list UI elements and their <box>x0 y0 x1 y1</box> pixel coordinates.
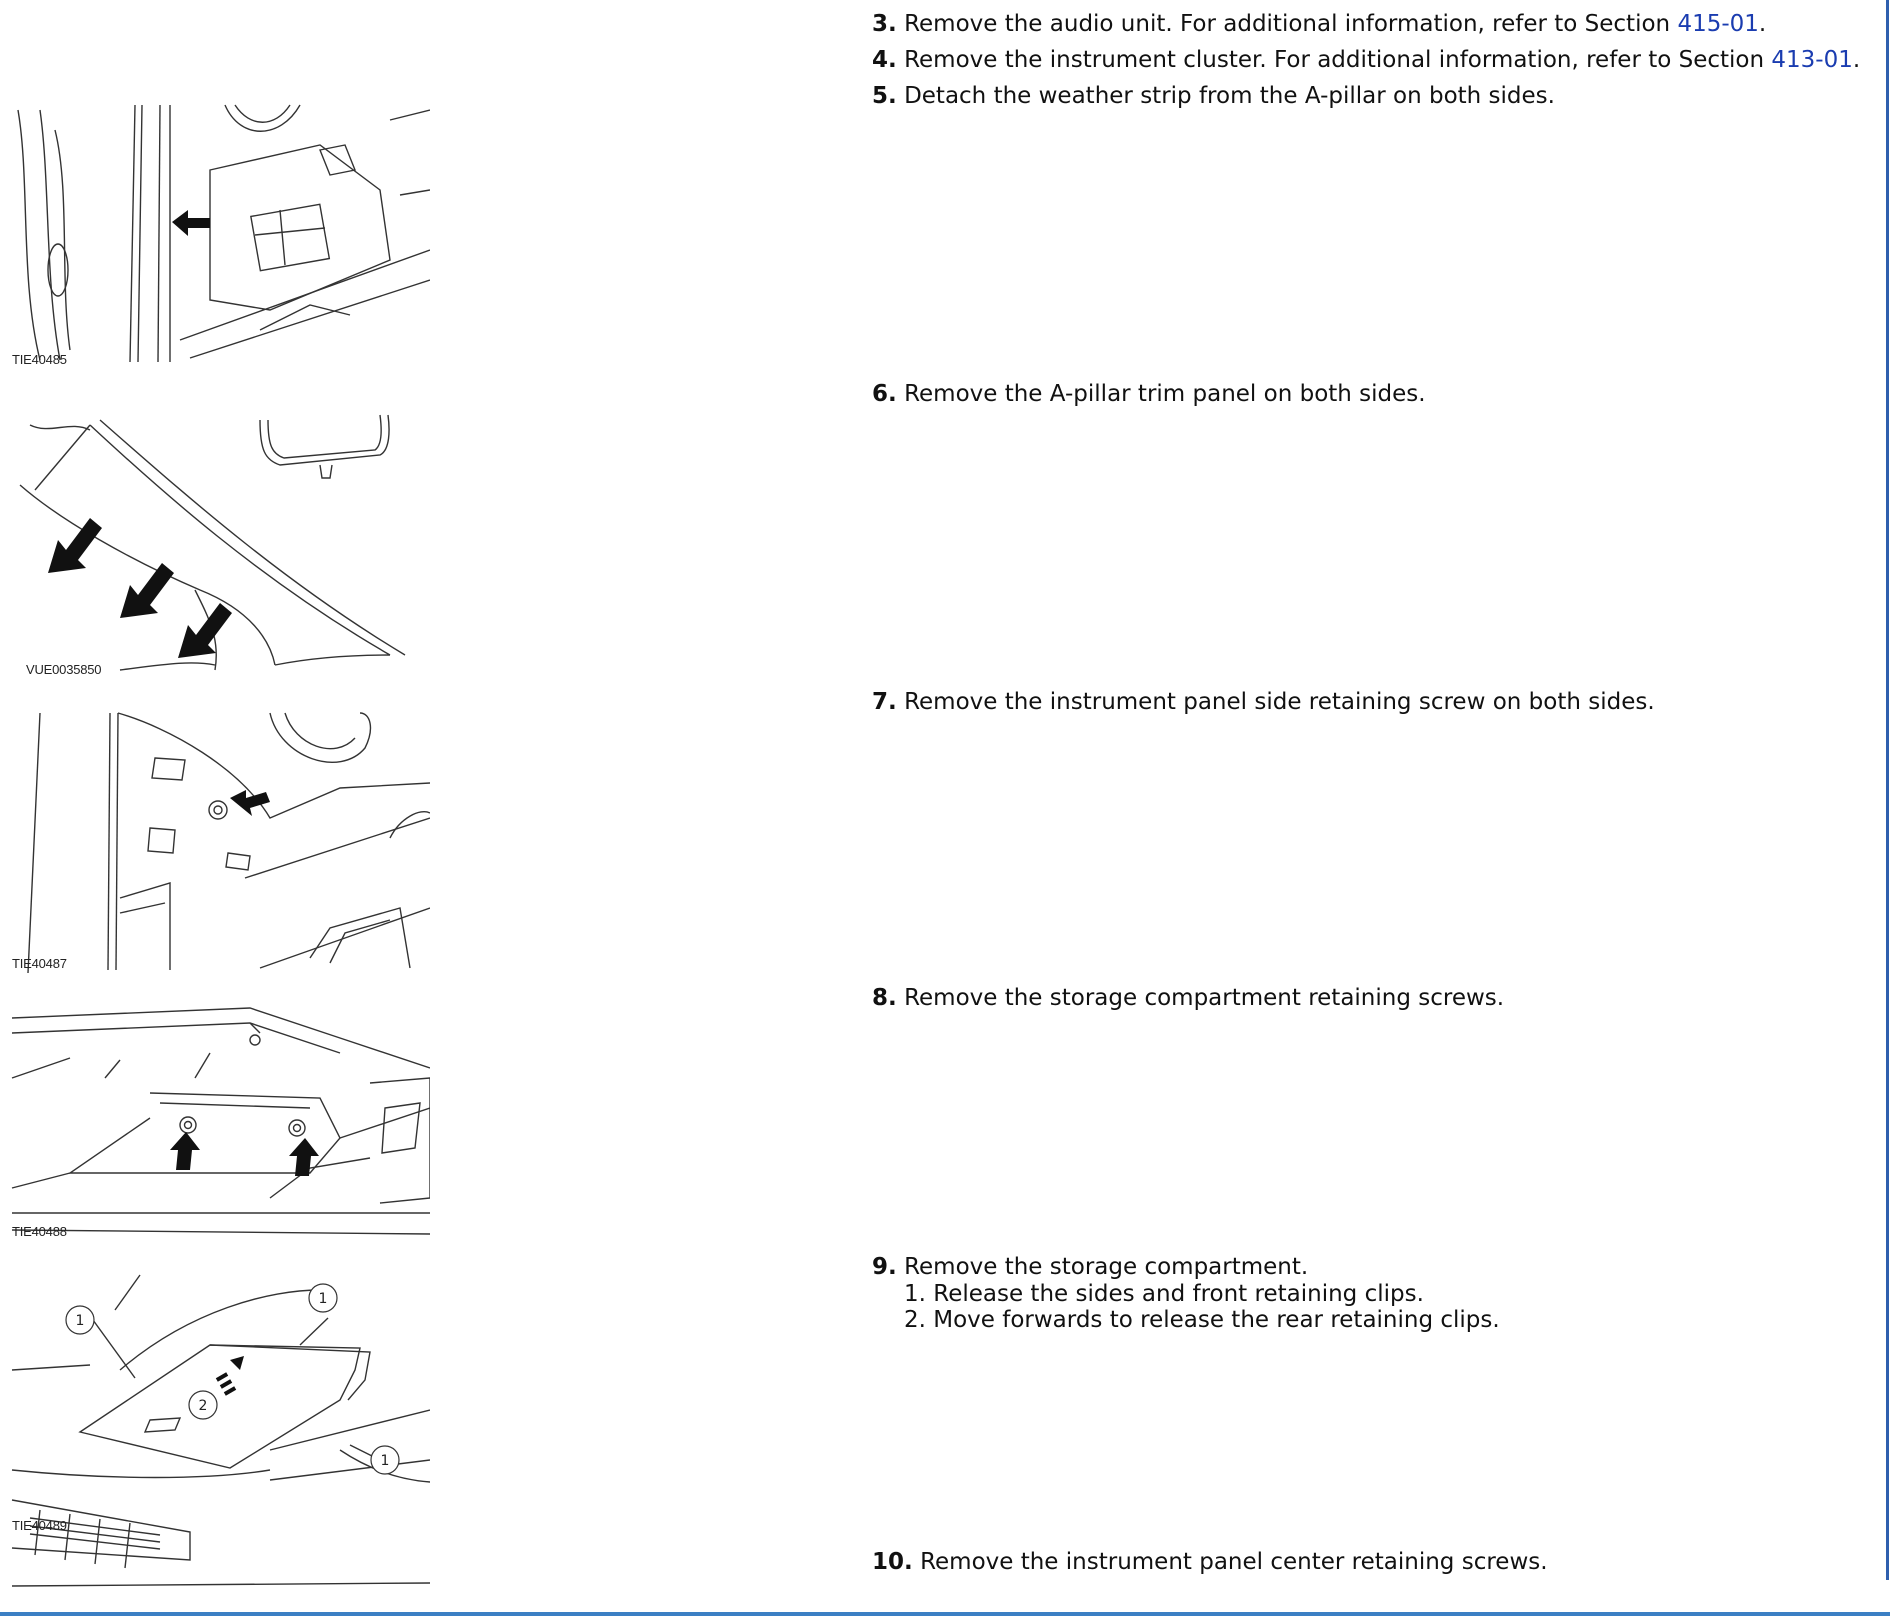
step-text: Remove the instrument panel side retaining screw on both sides. <box>904 689 1655 715</box>
callout-2: 2 <box>198 1398 208 1414</box>
substep-list <box>904 1281 1500 1333</box>
step-5 <box>872 82 1555 110</box>
step-text: Remove the instrument panel center retaining screws. <box>920 1549 1548 1575</box>
step-10 <box>872 1548 1548 1576</box>
step-text: Remove the A-pillar trim panel on both sides. <box>904 381 1426 407</box>
storage-compartment-screws-illustration <box>10 998 430 1258</box>
step-6 <box>872 380 1426 408</box>
figure-code: TIE40488 <box>12 1224 67 1239</box>
step-text: Remove the instrument cluster. For additional information, refer to Section <box>904 47 1772 73</box>
step-number: 3. <box>872 11 897 37</box>
figure-side-retaining-screw <box>10 708 430 978</box>
figure-storage-compartment-removal <box>10 1270 430 1590</box>
callout-1-left: 1 <box>75 1313 85 1329</box>
step-7 <box>872 688 1655 716</box>
step-number: 9. <box>872 1254 897 1280</box>
step-text: Remove the storage compartment. <box>904 1254 1309 1280</box>
substep-2: 2. Move forwards to release the rear retaining clips. <box>904 1307 1500 1333</box>
step-text: Detach the weather strip from the A-pillar on both sides. <box>904 83 1555 109</box>
substep-1: 1. Release the sides and front retaining clips. <box>904 1281 1424 1307</box>
storage-compartment-removal-illustration <box>10 1270 430 1590</box>
figure-code: VUE0035850 <box>26 662 102 677</box>
step-3 <box>872 10 1766 38</box>
step-number: 10. <box>872 1549 913 1575</box>
step-number: 7. <box>872 689 897 715</box>
figure-code: TIE40489 <box>12 1518 67 1533</box>
section-link-415-01[interactable]: 415-01 <box>1677 11 1759 37</box>
step-tail: . <box>1758 11 1767 37</box>
step-tail: . <box>1852 47 1861 73</box>
side-retaining-screw-illustration <box>10 708 430 978</box>
a-pillar-trim-illustration <box>10 410 430 680</box>
callout-1-top: 1 <box>318 1291 328 1307</box>
weather-strip-illustration <box>10 100 430 370</box>
figure-code: TIE40485 <box>12 352 67 367</box>
step-4 <box>872 46 1860 74</box>
step-text: Remove the storage compartment retaining screws. <box>904 985 1505 1011</box>
figure-weather-strip <box>10 100 430 370</box>
step-number: 8. <box>872 985 897 1011</box>
section-link-413-01[interactable]: 413-01 <box>1771 47 1853 73</box>
callout-1-right: 1 <box>380 1453 390 1469</box>
step-text: Remove the audio unit. For additional information, refer to Section <box>904 11 1678 37</box>
step-9 <box>872 1253 1500 1333</box>
step-number: 5. <box>872 83 897 109</box>
step-number: 6. <box>872 381 897 407</box>
bottom-border-rule <box>0 1612 1890 1616</box>
right-border-rule <box>1886 0 1889 1580</box>
step-number: 4. <box>872 47 897 73</box>
figure-storage-compartment-screws <box>10 998 430 1258</box>
figure-a-pillar-trim <box>10 410 430 680</box>
figure-code: TIE40487 <box>12 956 67 971</box>
step-8 <box>872 984 1504 1012</box>
